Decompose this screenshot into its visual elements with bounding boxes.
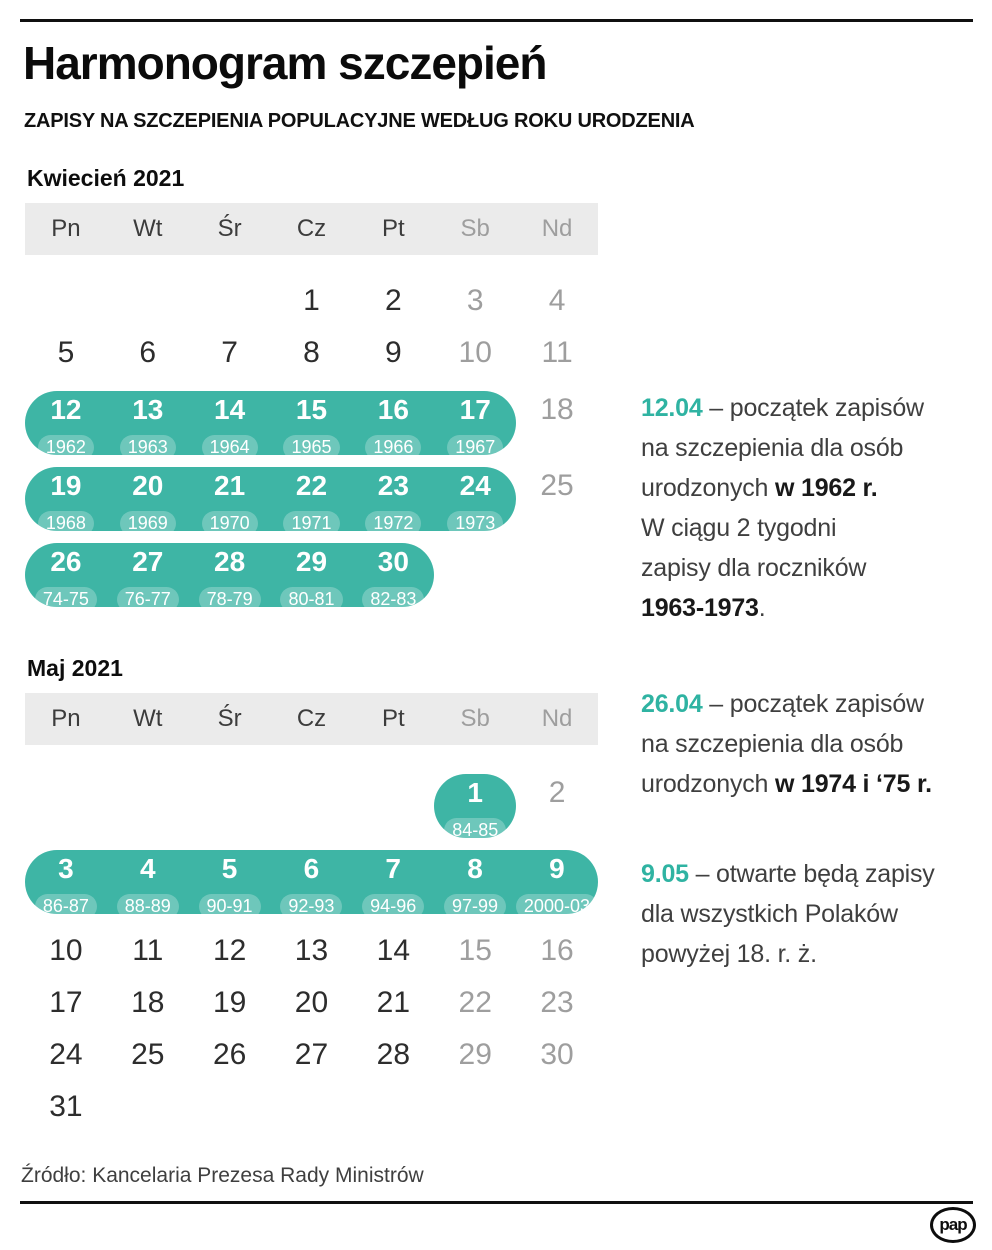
birth-year-chip: 82-83 xyxy=(362,587,424,612)
day-cell xyxy=(107,850,189,920)
day-cell xyxy=(107,391,189,461)
weekday-label: Pt xyxy=(382,215,405,242)
note-line xyxy=(641,894,989,934)
day-number: 7 xyxy=(385,853,401,884)
birth-year-chip: 1964 xyxy=(202,435,258,460)
day-number: 26 xyxy=(212,1038,247,1071)
day-number: 22 xyxy=(295,470,328,501)
day-cell xyxy=(25,391,107,461)
day-cell xyxy=(434,934,516,968)
note-line xyxy=(641,508,989,548)
day-number: 31 xyxy=(49,1090,83,1123)
day-cell xyxy=(271,543,353,613)
note-text: na szczepienia dla osób xyxy=(641,434,904,462)
day-cell xyxy=(25,1090,107,1124)
day-cell xyxy=(516,467,598,537)
day-number: 23 xyxy=(377,470,409,501)
top-rule xyxy=(20,19,973,22)
day-cell xyxy=(271,986,353,1020)
weekday-label: Sb xyxy=(460,215,490,242)
weekday-label: Pn xyxy=(51,705,81,732)
day-number: 30 xyxy=(377,546,409,577)
day-cell xyxy=(189,774,271,844)
day-number: 14 xyxy=(214,394,246,425)
pap-logo xyxy=(930,1207,976,1243)
birth-year-chip: 86-87 xyxy=(35,894,97,919)
birth-year-chip: 1966 xyxy=(365,435,421,460)
day-cell xyxy=(107,934,189,968)
calendar-may xyxy=(25,656,598,1133)
weekday-label: Pn xyxy=(51,215,81,242)
day-number: 18 xyxy=(131,986,165,1019)
birth-year-chip: 92-93 xyxy=(280,894,342,919)
day-number: 17 xyxy=(49,986,83,1019)
day-number: 28 xyxy=(376,1038,411,1071)
day-cell xyxy=(107,543,189,613)
note-date: 12.04 xyxy=(641,394,703,422)
day-number: 21 xyxy=(376,986,411,1019)
day-number: 21 xyxy=(214,470,246,501)
note-text: – początek zapisów xyxy=(702,394,924,422)
day-number: 29 xyxy=(295,546,328,577)
birth-year-chip: 84-85 xyxy=(444,818,506,843)
note-text: na szczepienia dla osób xyxy=(641,730,904,758)
day-number: 20 xyxy=(294,986,329,1019)
day-number: 3 xyxy=(58,853,74,884)
weekday-label: Nd xyxy=(541,705,573,732)
day-number: 24 xyxy=(49,1038,83,1071)
day-cell xyxy=(189,467,271,537)
page-title: Harmonogram szczepień xyxy=(23,37,547,89)
day-cell xyxy=(189,336,271,370)
day-cell xyxy=(516,543,598,613)
day-cell xyxy=(25,934,107,968)
day-cell xyxy=(25,467,107,537)
birth-year-chip: 76-77 xyxy=(117,587,179,612)
day-cell xyxy=(352,986,434,1020)
day-number: 13 xyxy=(132,394,164,425)
day-cell xyxy=(434,284,516,318)
day-number: 15 xyxy=(458,934,492,967)
day-cell xyxy=(189,934,271,968)
day-cell xyxy=(352,467,434,537)
week-row xyxy=(25,391,598,455)
day-number: 3 xyxy=(466,284,484,317)
note-line xyxy=(641,724,989,764)
note-text: – otwarte będą zapisy xyxy=(688,860,935,888)
weekday-header-row xyxy=(25,693,598,745)
weekday-label: Śr xyxy=(217,705,242,732)
week-row xyxy=(25,925,598,977)
birth-year-chip: 2000-03 xyxy=(516,894,598,919)
day-number: 22 xyxy=(458,986,492,1019)
day-cell xyxy=(107,774,189,844)
day-cell xyxy=(271,774,353,844)
weekday-label: Wt xyxy=(133,705,163,732)
day-number: 26 xyxy=(50,546,82,577)
day-cell xyxy=(434,336,516,370)
day-cell xyxy=(352,336,434,370)
day-cell xyxy=(434,1038,516,1072)
note-line xyxy=(641,588,989,628)
calendar-april xyxy=(25,166,598,618)
day-cell xyxy=(107,336,189,370)
day-cell xyxy=(271,284,353,318)
week-row xyxy=(25,1029,598,1081)
weekday-label: Wt xyxy=(133,215,163,242)
birth-year-chip: 1971 xyxy=(283,511,339,536)
birth-year-chip: 1968 xyxy=(38,511,94,536)
note-bold-text: 1963-1973 xyxy=(641,594,759,622)
day-number: 1 xyxy=(303,284,320,317)
day-cell xyxy=(270,850,352,920)
day-cell xyxy=(107,986,189,1020)
day-number: 9 xyxy=(549,853,565,884)
day-cell xyxy=(352,284,434,318)
birth-year-chip: 78-79 xyxy=(199,587,261,612)
month-title-may: Maj 2021 xyxy=(27,655,123,681)
day-number: 6 xyxy=(139,336,157,369)
day-cell xyxy=(271,336,353,370)
day-number: 16 xyxy=(377,394,409,425)
day-number: 19 xyxy=(212,986,247,1019)
note-line xyxy=(641,428,989,468)
day-cell xyxy=(352,774,434,844)
day-cell xyxy=(189,391,271,461)
weekday-header-row xyxy=(25,203,598,255)
week-row xyxy=(25,275,598,327)
note-text: urodzonych xyxy=(641,474,775,502)
day-cell xyxy=(352,850,434,920)
weekday-label: Pt xyxy=(382,705,405,732)
day-cell xyxy=(189,986,271,1020)
birth-year-chip: 1967 xyxy=(447,435,503,460)
note-bold-text: w 1974 i ‘75 r. xyxy=(775,770,932,798)
day-number: 6 xyxy=(303,853,320,884)
calendar-grid-april xyxy=(25,275,598,607)
day-cell xyxy=(25,986,107,1020)
day-number: 19 xyxy=(50,470,82,501)
day-number: 24 xyxy=(459,470,491,501)
day-number: 8 xyxy=(467,853,483,884)
weekday-label: Śr xyxy=(217,215,242,242)
day-cell xyxy=(271,391,353,461)
note-line xyxy=(641,684,989,724)
note-text: dla wszystkich Polaków xyxy=(641,900,898,928)
note-text: urodzonych xyxy=(641,770,775,798)
day-cell xyxy=(25,336,107,370)
day-cell xyxy=(271,467,353,537)
day-number: 4 xyxy=(139,853,156,884)
day-cell xyxy=(516,391,598,461)
day-number: 2 xyxy=(548,776,566,809)
day-number: 27 xyxy=(294,1038,329,1071)
day-number: 20 xyxy=(132,470,164,501)
day-number: 15 xyxy=(295,394,328,425)
day-number: 7 xyxy=(221,336,238,369)
birth-year-chip: 94-96 xyxy=(362,894,424,919)
week-row xyxy=(25,1081,598,1133)
day-cell xyxy=(434,986,516,1020)
day-cell xyxy=(25,850,107,920)
weekday-label: Cz xyxy=(296,705,327,732)
note-line xyxy=(641,764,989,804)
day-number: 14 xyxy=(376,934,411,967)
day-cell xyxy=(352,1038,434,1072)
day-cell xyxy=(25,543,107,613)
day-cell xyxy=(434,543,516,613)
week-row xyxy=(25,543,598,607)
day-number: 10 xyxy=(458,336,492,369)
day-cell xyxy=(516,1038,598,1072)
day-number: 27 xyxy=(132,546,164,577)
day-cell xyxy=(516,850,598,920)
note-text: . xyxy=(758,594,766,622)
day-cell xyxy=(352,391,434,461)
note-text: – początek zapisów xyxy=(702,690,924,718)
day-number: 9 xyxy=(385,336,402,369)
day-number: 12 xyxy=(50,394,82,425)
day-cell xyxy=(107,1038,189,1072)
birth-year-chip: 1972 xyxy=(365,511,421,536)
birth-year-chip: 1965 xyxy=(283,435,339,460)
source-line: Źródło: Kancelaria Prezesa Rady Ministrów xyxy=(21,1164,424,1187)
day-number: 17 xyxy=(459,394,491,425)
day-cell xyxy=(434,467,516,537)
day-number: 30 xyxy=(540,1038,574,1071)
note-block-26-04 xyxy=(641,684,989,804)
day-number: 5 xyxy=(221,853,238,884)
day-cell xyxy=(516,284,598,318)
birth-year-chip: 97-99 xyxy=(444,894,506,919)
week-row xyxy=(25,977,598,1029)
birth-year-chip: 1973 xyxy=(447,511,503,536)
day-cell xyxy=(25,774,107,844)
day-number: 4 xyxy=(548,284,566,317)
note-bold-text: w 1962 r. xyxy=(775,474,878,502)
note-line xyxy=(641,388,989,428)
day-cell xyxy=(434,774,516,844)
note-date: 9.05 xyxy=(641,860,689,888)
note-block-12-04 xyxy=(641,388,989,628)
day-number: 12 xyxy=(212,934,247,967)
day-cell xyxy=(189,543,271,613)
day-cell xyxy=(189,850,271,920)
note-block-9-05 xyxy=(641,854,989,974)
birth-year-chip: 90-91 xyxy=(199,894,261,919)
day-number: 25 xyxy=(131,1038,165,1071)
week-row xyxy=(25,774,598,838)
day-number: 5 xyxy=(57,336,75,369)
day-cell xyxy=(352,934,434,968)
note-line xyxy=(641,468,989,508)
day-cell xyxy=(516,774,598,844)
bottom-rule xyxy=(20,1201,973,1204)
day-number: 23 xyxy=(540,986,574,1019)
day-number: 18 xyxy=(540,393,574,426)
day-cell xyxy=(516,336,598,370)
day-cell xyxy=(271,934,353,968)
birth-year-chip: 1970 xyxy=(202,511,258,536)
day-cell xyxy=(107,467,189,537)
day-number: 11 xyxy=(132,934,164,967)
month-title-april: Kwiecień 2021 xyxy=(27,165,185,191)
day-number: 1 xyxy=(467,777,483,808)
day-cell xyxy=(25,1038,107,1072)
birth-year-chip: 1969 xyxy=(120,511,176,536)
weekday-label: Cz xyxy=(296,215,327,242)
day-number: 16 xyxy=(540,934,574,967)
pap-logo-text: pap xyxy=(939,1215,967,1234)
note-text: zapisy dla roczników xyxy=(641,554,867,582)
day-cell xyxy=(434,391,516,461)
day-number: 25 xyxy=(540,469,574,502)
week-row xyxy=(25,327,598,379)
day-cell xyxy=(434,850,516,920)
week-row xyxy=(25,850,598,914)
page-subtitle: ZAPISY NA SZCZEPIENIA POPULACYJNE WEDŁUG ROKU URODZENIA xyxy=(24,110,695,132)
day-cell xyxy=(516,986,598,1020)
day-number: 8 xyxy=(303,336,320,369)
note-date: 26.04 xyxy=(641,690,703,718)
day-number: 11 xyxy=(541,336,573,369)
weekday-label: Sb xyxy=(460,705,490,732)
note-line xyxy=(641,934,989,974)
day-number: 28 xyxy=(214,546,246,577)
day-number: 10 xyxy=(49,934,83,967)
birth-year-chip: 80-81 xyxy=(280,587,342,612)
birth-year-chip: 1963 xyxy=(120,435,176,460)
birth-year-chip: 88-89 xyxy=(117,894,179,919)
birth-year-chip: 74-75 xyxy=(35,587,97,612)
day-number: 2 xyxy=(385,284,402,317)
day-cell xyxy=(352,543,434,613)
note-text: powyżej 18. r. ż. xyxy=(641,940,817,968)
note-line xyxy=(641,854,989,894)
birth-year-chip: 1962 xyxy=(38,435,94,460)
day-cell xyxy=(271,1038,353,1072)
day-cell xyxy=(516,934,598,968)
day-number: 13 xyxy=(294,934,329,967)
note-text: W ciągu 2 tygodni xyxy=(641,514,837,542)
day-cell xyxy=(189,1038,271,1072)
note-line xyxy=(641,548,989,588)
calendar-grid-may xyxy=(25,774,598,1133)
week-row xyxy=(25,467,598,531)
day-number: 29 xyxy=(458,1038,492,1071)
weekday-label: Nd xyxy=(541,215,573,242)
